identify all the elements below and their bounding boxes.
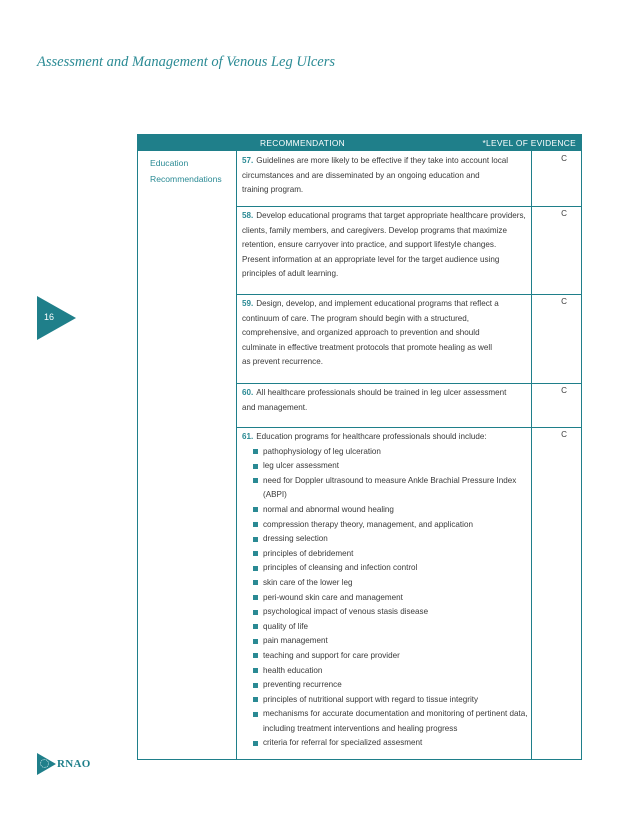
list-item	[253, 664, 534, 679]
recommendation-number: 58.	[242, 211, 254, 220]
recommendation-line-text: Guidelines are more likely to be effective if they take into account local	[256, 156, 509, 165]
recommendations-table	[137, 134, 582, 760]
recommendation-text	[242, 386, 534, 415]
recommendation-line-text: training program.	[242, 185, 304, 195]
level-of-evidence: C	[561, 297, 567, 306]
recommendation-line-text: comprehensive, and organized approach to prevention and should	[242, 328, 480, 338]
row-separator	[236, 206, 582, 207]
recommendation-line	[242, 355, 534, 370]
list-item	[253, 503, 534, 518]
list-item-text: mechanisms for accurate documentation and monitoring of pertinent data, including treatment interventions and healing progress	[263, 709, 528, 733]
list-item	[253, 561, 534, 576]
recommendation-line-text: continuum of care. The program should begin with a structured,	[242, 313, 470, 323]
recommendation-line-text: Design, develop, and implement educational programs that reflect a	[256, 299, 499, 308]
list-item	[253, 576, 534, 591]
list-item	[253, 591, 534, 606]
column-header-level-of-evidence: *LEVEL OF EVIDENCE	[482, 138, 576, 148]
recommendation-line	[242, 183, 534, 198]
recommendation-line	[242, 401, 534, 416]
list-item	[253, 532, 534, 547]
square-bullet-icon	[253, 478, 258, 483]
list-item	[253, 693, 534, 708]
list-item	[253, 707, 534, 736]
recommendation-line-text: All healthcare professionals should be trained in leg ulcer assessment	[256, 388, 507, 397]
square-bullet-icon	[253, 551, 258, 556]
recommendation-line-text: Education programs for healthcare professionals should include:	[256, 432, 487, 441]
list-item-text: peri-wound skin care and management	[263, 592, 403, 602]
column-header-recommendation: RECOMMENDATION	[260, 138, 346, 148]
recommendation-line-text: and management.	[242, 402, 308, 412]
list-item-text: teaching and support for care provider	[263, 650, 400, 660]
square-bullet-icon	[253, 653, 258, 658]
category-label	[150, 155, 222, 187]
recommendation-number: 57.	[242, 156, 254, 165]
square-bullet-icon	[253, 449, 258, 454]
list-item	[253, 605, 534, 620]
square-bullet-icon	[253, 741, 258, 746]
square-bullet-icon	[253, 566, 258, 571]
square-bullet-icon	[253, 580, 258, 585]
recommendation-line	[242, 224, 534, 239]
row-separator	[236, 294, 582, 295]
recommendation-line	[242, 253, 534, 268]
list-item	[253, 620, 534, 635]
recommendation-line	[242, 169, 534, 184]
recommendation-line-text: clients, family members, and caregivers. Develop programs that maximize	[242, 225, 507, 235]
recommendation-line	[242, 326, 534, 341]
row-separator	[236, 383, 582, 384]
recommendation-line	[242, 238, 534, 253]
category-label-line2: Recommendations	[150, 174, 222, 184]
recommendation-line	[242, 154, 534, 169]
list-item-text: dressing selection	[263, 534, 328, 544]
square-bullet-icon	[253, 522, 258, 527]
list-item-text: need for Doppler ultrasound to measure Ankle Brachial Pressure Index (ABPI)	[263, 475, 517, 500]
list-item-text: compression therapy theory, management, and application	[263, 519, 473, 529]
list-item-text: skin care of the lower leg	[263, 577, 353, 587]
list-item-text: leg ulcer assessment	[263, 461, 340, 471]
list-item-text: criteria for referral for specialized assesment	[263, 738, 423, 748]
list-item	[253, 678, 534, 693]
list-item-text: principles of cleansing and infection control	[263, 563, 418, 573]
education-topic-list	[253, 445, 534, 751]
table-border-left	[137, 151, 138, 760]
recommendation-line-text: culminate in effective treatment protocols that promote healing as well	[242, 342, 492, 352]
list-item	[253, 518, 534, 533]
square-bullet-icon	[253, 624, 258, 629]
table-border-category	[236, 151, 237, 760]
recommendation-line-text: circumstances and are disseminated by an ongoing education and	[242, 170, 480, 180]
level-of-evidence: C	[561, 209, 567, 218]
recommendation-text	[242, 430, 534, 751]
square-bullet-icon	[253, 610, 258, 615]
row-separator	[236, 427, 582, 428]
recommendation-line-text: retention, ensure carryover into practice, and support lifestyle changes.	[242, 240, 497, 250]
list-item-text: quality of life	[263, 621, 308, 631]
recommendation-line-text: as prevent recurrence.	[242, 357, 323, 367]
square-bullet-icon	[253, 464, 258, 469]
recommendation-line-text: Develop educational programs that target appropriate healthcare providers,	[256, 211, 526, 220]
list-item	[253, 474, 534, 503]
logo-text: RNAO	[57, 758, 91, 770]
list-item-text: principles of nutritional support with regard to tissue integrity	[263, 694, 479, 704]
table-border-bottom	[137, 759, 582, 760]
recommendation-line	[242, 312, 534, 327]
recommendation-line-text: principles of adult learning.	[242, 269, 339, 279]
recommendation-line-text: Present information at an appropriate level for the target audience using	[242, 254, 500, 264]
recommendation-line	[242, 386, 534, 401]
square-bullet-icon	[253, 668, 258, 673]
level-of-evidence: C	[561, 386, 567, 395]
list-item-text: principles of debridement	[263, 548, 354, 558]
table-header	[137, 134, 582, 151]
level-of-evidence: C	[561, 430, 567, 439]
rnao-emblem-icon	[40, 759, 49, 768]
square-bullet-icon	[253, 537, 258, 542]
recommendation-line	[242, 297, 534, 312]
square-bullet-icon	[253, 712, 258, 717]
list-item	[253, 649, 534, 664]
recommendation-text	[242, 154, 534, 198]
recommendation-line	[242, 267, 534, 282]
list-item	[253, 547, 534, 562]
category-label-line1: Education	[150, 158, 189, 168]
square-bullet-icon	[253, 639, 258, 644]
list-item-text: pain management	[263, 636, 328, 646]
list-item-text: preventing recurrence	[263, 680, 342, 690]
recommendation-number: 60.	[242, 388, 254, 397]
recommendation-number: 59.	[242, 299, 254, 308]
level-of-evidence: C	[561, 154, 567, 163]
recommendation-line	[242, 430, 534, 445]
recommendation-line	[242, 341, 534, 356]
list-item-text: normal and abnormal wound healing	[263, 504, 394, 514]
square-bullet-icon	[253, 683, 258, 688]
recommendation-text	[242, 297, 534, 370]
recommendation-number: 61.	[242, 432, 254, 441]
list-item	[253, 736, 534, 751]
square-bullet-icon	[253, 697, 258, 702]
list-item-text: psychological impact of venous stasis disease	[263, 607, 429, 617]
list-item-text: pathophysiology of leg ulceration	[263, 446, 381, 456]
recommendation-text	[242, 209, 534, 282]
list-item	[253, 445, 534, 460]
page-number: 16	[44, 312, 55, 322]
page-title: Assessment and Management of Venous Leg Ulcers	[37, 54, 336, 70]
table-border-right	[581, 151, 582, 760]
page-tab-marker	[37, 296, 76, 340]
square-bullet-icon	[253, 507, 258, 512]
list-item	[253, 634, 534, 649]
list-item-text: health education	[263, 665, 323, 675]
square-bullet-icon	[253, 595, 258, 600]
recommendation-line	[242, 209, 534, 224]
list-item	[253, 459, 534, 474]
